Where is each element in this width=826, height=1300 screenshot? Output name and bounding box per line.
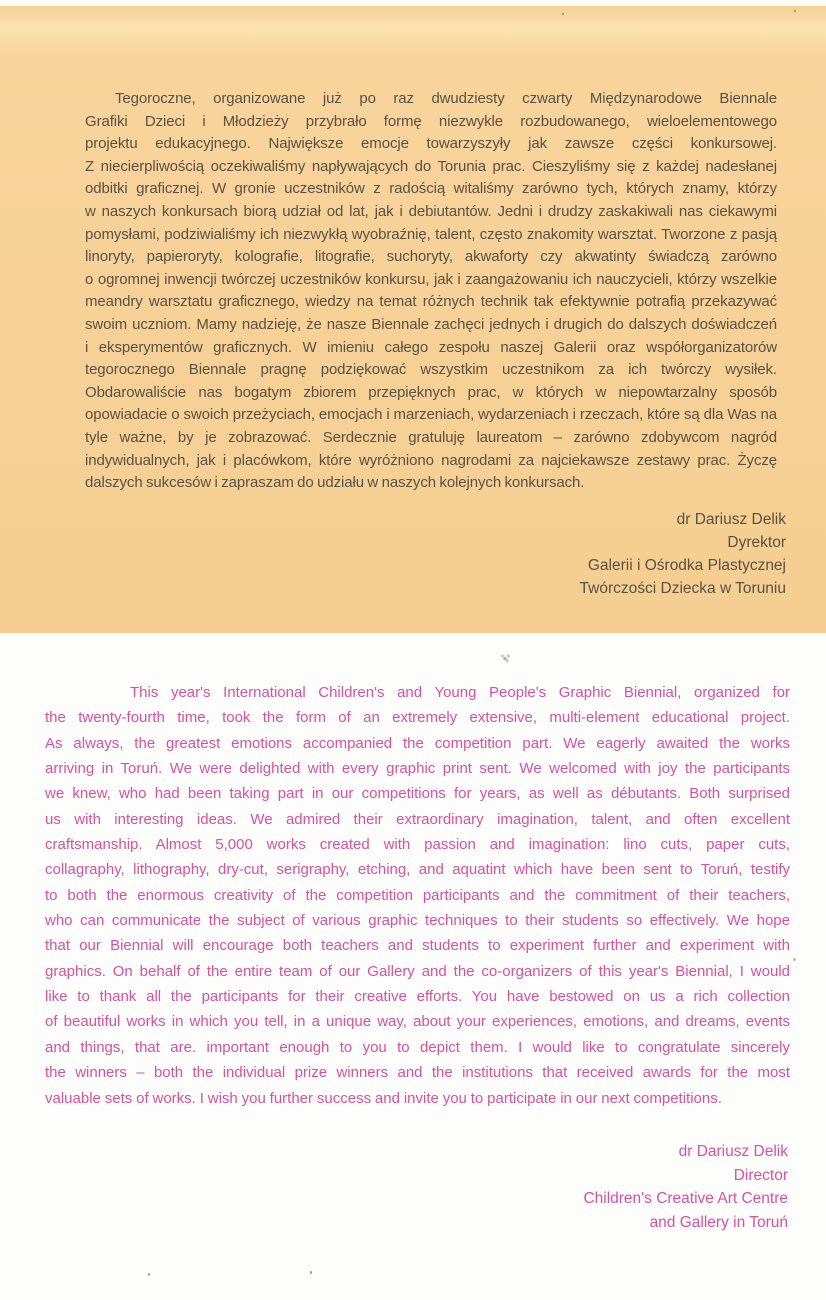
polish-text-line: Obdarowaliście nas bogatym zbiorem przepięknych prac, w których w niepowtarzalny sposób: [85, 383, 777, 401]
english-text-line: This year's International Children's and Young People's Graphic Biennial, organized for: [130, 684, 790, 701]
english-text-line: arriving in Toruń. We were delighted with every graphic print sent. We welcomed with joy the participants: [45, 760, 790, 778]
english-text-line: to both the enormous creativity of the competition participants and the commitment of their teachers,: [45, 886, 790, 904]
polish-text-line: w naszych konkursach biorą udział od lat, jak i debiutantów. Jedni i drudzy zaskakiwali nas ciekawymi: [85, 202, 777, 220]
scan-speck: [793, 958, 796, 961]
english-text-line: and things, that are. important enough to you to depict them. I would like to congratulate sincerely: [45, 1038, 790, 1056]
english-text-line: the winners – both the individual prize winners and the institutions that received awards for the most: [45, 1064, 790, 1082]
polish-text-line: tegorocznego Biennale pragnę podziękować wszystkim uczestnikom za ich twórczy wysiłek.: [85, 361, 777, 379]
polish-signature-line: Galerii i Ośrodka Plastycznej: [587, 557, 786, 574]
polish-text-line: tyle ważne, by je zobrazować. Serdecznie gratuluję laureatom – zarówno zdobywcom nagród: [85, 428, 777, 446]
english-text-line: the twenty-fourth time, took the form of an extremely extensive, multi-element educational project.: [45, 709, 790, 727]
english-text-line: that our Biennial will encourage both teachers and students to experiment further and experiment with: [45, 937, 790, 955]
english-signature-block: [583, 1140, 788, 1234]
english-text-line: craftsmanship. Almost 5,000 works created with passion and imagination: lino cuts, paper cuts,: [45, 836, 790, 854]
scan-speck: [148, 1273, 150, 1276]
polish-text-line: indywidualnych, jak i placówkom, które wyróżniono nagrodami za najciekawsze zestawy prac. Życzę: [85, 451, 777, 469]
english-text-line: we knew, who had been taking part in our competitions for years, as well as débutants. Both surprised: [45, 785, 790, 803]
polish-text-line: Tegoroczne, organizowane już po raz dwudziesty czwarty Międzynarodowe Biennale: [115, 90, 777, 107]
english-text-line: valuable sets of works. I wish you further success and invite you to participate in our next competitions.: [45, 1089, 722, 1107]
scan-speck: [794, 10, 796, 12]
polish-text-line: i eksperymentów graficznych. W imieniu całego zespołu naszej Galerii oraz współorganizatorów: [85, 338, 777, 356]
english-signature-line: and Gallery in Toruń: [649, 1213, 788, 1231]
english-text-line: graphics. On behalf of the entire team of our Gallery and the co-organizers of this year's Biennial, I would: [45, 962, 790, 980]
polish-text-line: opowiadacie o swoich przeżyciach, emocjach i marzeniach, wydarzeniach i rzeczach, które są dla Was na: [85, 406, 777, 424]
english-text-line: collagraphy, lithography, dry-cut, serigraphy, etching, and aquatint which have been sent to Toruń, testify: [45, 861, 790, 879]
english-signature-line: Director: [733, 1166, 788, 1184]
english-signature-line: dr Dariusz Delik: [678, 1143, 788, 1160]
polish-text-line: dalszych sukcesów i zapraszam do udziału w naszych kolejnych konkursach.: [85, 474, 585, 492]
polish-text-line: odbitki graficznej. W gronie uczestników z radością witaliśmy zarówno tych, których znamy, którzy: [85, 180, 777, 198]
polish-signature-block: [580, 508, 786, 600]
polish-foreword-panel: [0, 6, 826, 633]
english-text-line: us with interesting ideas. We admired their extraordinary imagination, talent, and often excellent: [45, 810, 790, 828]
polish-signature-line: Twórczości Dziecka w Toruniu: [579, 580, 786, 597]
scan-smudge-artifact: [500, 653, 512, 663]
english-text-line: As always, the greatest emotions accompanied the competition part. We eagerly awaited the works: [45, 734, 790, 752]
polish-text-line: o ogromnej inwencji twórczej uczestników konkursu, jak i zaangażowaniu ich nauczycieli, którzy wszelkie: [85, 270, 777, 288]
polish-text-line: Z niecierpliwością oczekiwaliśmy napływających do Torunia prac. Cieszyliśmy się z każdej nadesłanej: [85, 157, 777, 175]
polish-text-line: Grafiki Dzieci i Młodzieży przybrało formę niezwykle rozbudowanego, wieloelementowego: [85, 112, 777, 130]
polish-text-line: swoim uczniom. Mamy nadzieję, że nasze Biennale zachęci jednych i drugich do dalszych doświadczeń: [85, 315, 777, 333]
polish-text-line: meandry warsztatu graficznego, wiedzy na temat różnych technik tak efektywnie potrafią przekazywać: [85, 293, 777, 311]
polish-signature-line: dr Dariusz Delik: [676, 511, 786, 528]
scan-speck: [562, 13, 564, 15]
english-text-line: who can communicate the subject of various graphic techniques to their students so effectively. We hope: [45, 912, 790, 930]
polish-signature-line: Dyrektor: [727, 534, 786, 551]
english-foreword-paragraph: [45, 680, 790, 1111]
scan-speck: [310, 1271, 312, 1274]
polish-foreword-paragraph: [85, 88, 777, 495]
english-text-line: like to thank all the participants for their creative efforts. You have bestowed on us a rich collection: [45, 988, 790, 1006]
english-signature-line: Children's Creative Art Centre: [583, 1190, 788, 1207]
polish-text-line: projektu edukacyjnego. Największe emocje towarzyszyły jak zawsze części konkursowej.: [85, 135, 777, 153]
polish-text-line: pomysłami, podziwialiśmy ich niezwykłą wyobraźnię, talent, często znakomity warsztat. Tworzone z pasją: [85, 225, 777, 243]
english-text-line: of beautiful works in which you tell, in a unique way, about your experiences, emotions, and dreams, events: [45, 1013, 790, 1031]
polish-text-line: linoryty, papieroryty, kolografie, litografie, suchoryty, akwaforty czy akwatinty świadczą zarówno: [85, 248, 777, 266]
